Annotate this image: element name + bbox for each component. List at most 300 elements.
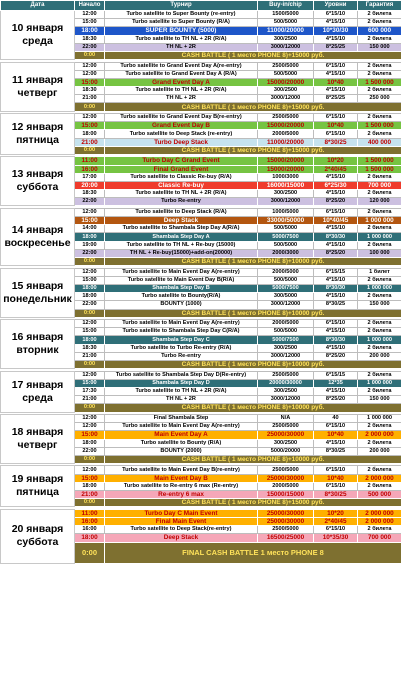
buyin: 1000/3000	[258, 173, 314, 181]
buyin: 500/5000	[258, 276, 314, 284]
tournament-name: TH NL + 2R	[105, 396, 258, 404]
guarantee: 2 билета	[358, 19, 401, 27]
tournament-row	[1, 466, 401, 474]
start-time: 15:00	[75, 217, 105, 225]
tournament-name: Turbo satellite to Grand Event Day A(re-entry)	[105, 62, 258, 70]
tournament-name: Shambala Step Day D	[105, 379, 258, 387]
day-date: 17 января среда	[1, 371, 75, 412]
buyin: 2500/5000	[258, 466, 314, 474]
tournament-name: Turbo satellite to TH NL + 2R (R/A)	[105, 87, 258, 95]
levels: 10*35/30	[314, 534, 358, 542]
start-time: 12:00	[75, 114, 105, 122]
start-time: 11:00	[75, 509, 105, 517]
buyin: 5000/7500	[258, 284, 314, 292]
header-tournament: Турнир	[105, 1, 258, 11]
guarantee: 1 500 000	[358, 165, 401, 173]
buyin: 2000/5000	[258, 320, 314, 328]
guarantee: 1 500 000	[358, 157, 401, 165]
cash-battle-title: CASH BATTLE ( 1 место PHONE 8)+10000 руб.	[105, 258, 401, 266]
buyin: 11000/20000	[258, 27, 314, 35]
buyin: 33000/50000	[258, 217, 314, 225]
guarantee: 2 билета	[358, 190, 401, 198]
tournament-row	[1, 208, 401, 216]
guarantee: 2 билета	[358, 130, 401, 138]
tournament-row	[1, 268, 401, 276]
start-time: 15:00	[75, 431, 105, 439]
buyin: 2000/5000	[258, 130, 314, 138]
tournament-name: Main Event Day B	[105, 474, 258, 482]
buyin: 300/2500	[258, 190, 314, 198]
start-time: 21:00	[75, 396, 105, 404]
header-levels: Уровни	[314, 1, 358, 11]
start-time: 15:00	[75, 379, 105, 387]
levels: 8*25/20	[314, 396, 358, 404]
tournament-name: Turbo satellite to Bounty (R/A)	[105, 439, 258, 447]
tournament-name: SUPER BOUNTY (5000)	[105, 27, 258, 35]
tournament-row	[1, 62, 401, 70]
tournament-name: Turbo Re-entry	[105, 352, 258, 360]
buyin: 500/5000	[258, 225, 314, 233]
start-time: 21:00	[75, 95, 105, 103]
tournament-name: Turbo Re-entry	[105, 198, 258, 206]
guarantee: 2 000 000	[358, 431, 401, 439]
buyin: 500/5000	[258, 19, 314, 27]
guarantee: 700 000	[358, 534, 401, 542]
levels: 10*20	[314, 157, 358, 165]
start-time: 19:00	[75, 241, 105, 249]
start-time: 18:30	[75, 87, 105, 95]
buyin: 15000/15000	[258, 491, 314, 499]
levels: 8*25/25	[314, 43, 358, 51]
start-time: 18:00	[75, 293, 105, 301]
tournament-name: Turbo satellite to Deep Stack (re-entry)	[105, 130, 258, 138]
guarantee: 2 билета	[358, 114, 401, 122]
levels: 8*25/25	[314, 95, 358, 103]
levels: 4*15/10	[314, 387, 358, 395]
tournament-name: Turbo satellite to Shambala Step Day D(Re-entry)	[105, 371, 258, 379]
start-time: 0:00	[75, 404, 105, 412]
tournament-name: Final Main Event	[105, 517, 258, 525]
start-time: 21:00	[75, 352, 105, 360]
guarantee: 2 билета	[358, 62, 401, 70]
day-date: 12 января пятница	[1, 114, 75, 155]
levels: 8*25/20	[314, 249, 358, 257]
guarantee: 2 билета	[358, 387, 401, 395]
start-time: 0:00	[75, 146, 105, 154]
guarantee: 1 000 000	[358, 414, 401, 422]
guarantee: 1 000 000	[358, 379, 401, 387]
header-start: Начало	[75, 1, 105, 11]
buyin: 15000/20000	[258, 78, 314, 86]
header-buyin: Buy-in/chip	[258, 1, 314, 11]
levels: 10*40/45	[314, 217, 358, 225]
levels: 8*30/25	[314, 301, 358, 309]
start-time: 12:00	[75, 466, 105, 474]
start-time: 15:00	[75, 276, 105, 284]
start-time: 18:30	[75, 190, 105, 198]
tournament-name: BOUNTY (1000)	[105, 301, 258, 309]
guarantee: 2 билета	[358, 328, 401, 336]
guarantee: 1 500 000	[358, 122, 401, 130]
levels: 8*30/25	[314, 491, 358, 499]
guarantee: 2 билета	[358, 225, 401, 233]
guarantee: 1 500 000	[358, 78, 401, 86]
start-time: 12:00	[75, 414, 105, 422]
start-time: 18:00	[75, 27, 105, 35]
tournament-name: Turbo Day C Grand Event	[105, 157, 258, 165]
guarantee: 150 000	[358, 396, 401, 404]
levels: 10*40	[314, 122, 358, 130]
buyin: 500/5000	[258, 328, 314, 336]
cash-battle-title: CASH BATTLE ( 1 место PHONE 8)+10000 руб.	[105, 361, 401, 369]
start-time: 18:00	[75, 534, 105, 542]
levels: 8*30/30	[314, 233, 358, 241]
tournament-row	[1, 509, 401, 517]
guarantee: 600 000	[358, 27, 401, 35]
start-time: 12:00	[75, 70, 105, 78]
tournament-name: Turbo satellite to Main Event Day A(re-entry)	[105, 268, 258, 276]
start-time: 18:30	[75, 344, 105, 352]
levels: 4*15/10	[314, 19, 358, 27]
guarantee: 1 000 000	[358, 336, 401, 344]
buyin: 2500/5000	[258, 114, 314, 122]
buyin: 3000/12000	[258, 95, 314, 103]
buyin: 3000/12000	[258, 396, 314, 404]
guarantee: 1 000 000	[358, 284, 401, 292]
buyin: 25000/30000	[258, 431, 314, 439]
tournament-name: Turbo satellite to Super Bounty (re-entry)	[105, 11, 258, 19]
buyin: 300/2500	[258, 35, 314, 43]
start-time: 15:00	[75, 19, 105, 27]
levels: 10*20	[314, 509, 358, 517]
buyin: 5000/7500	[258, 336, 314, 344]
tournament-name: Turbo satellite to Main Event Day A(re-entry)	[105, 320, 258, 328]
start-time: 0:00	[75, 542, 105, 563]
start-time: 12:00	[75, 423, 105, 431]
guarantee: 2 билета	[358, 371, 401, 379]
tournament-name: Turbo Deep Stack	[105, 138, 258, 146]
levels: 6*15/15	[314, 268, 358, 276]
start-time: 0:00	[75, 103, 105, 111]
guarantee: 2 000 000	[358, 509, 401, 517]
levels: 8*30/25	[314, 447, 358, 455]
tournament-name: Turbo satellite to Main Event Day B(re-entry)	[105, 466, 258, 474]
day-date: 19 января пятница	[1, 466, 75, 507]
tournament-name: Final Shambala Step	[105, 414, 258, 422]
tournament-name: Deep Stack	[105, 534, 258, 542]
guarantee: 250 000	[358, 95, 401, 103]
tournament-name: Shambala Step Day B	[105, 284, 258, 292]
tournament-name: Shambala Step Day A	[105, 233, 258, 241]
buyin: 5000/20000	[258, 447, 314, 455]
start-time: 15:00	[75, 122, 105, 130]
guarantee: 2 билета	[358, 11, 401, 19]
levels: 6*15/10	[314, 114, 358, 122]
levels: 6*15/10	[314, 208, 358, 216]
guarantee: 200 000	[358, 447, 401, 455]
buyin: 300/2500	[258, 439, 314, 447]
start-time: 22:00	[75, 249, 105, 257]
levels: 6*15/10	[314, 130, 358, 138]
buyin: 1000/5000	[258, 208, 314, 216]
start-time: 0:00	[75, 309, 105, 317]
start-time: 18:00	[75, 233, 105, 241]
guarantee: 2 билета	[358, 526, 401, 534]
tournament-name: Turbo satellite to Grand Event Day A (R/A)	[105, 70, 258, 78]
guarantee: 2 билета	[358, 293, 401, 301]
guarantee: 700 000	[358, 181, 401, 189]
guarantee: 2 билета	[358, 276, 401, 284]
start-time: 12:00	[75, 11, 105, 19]
start-time: 0:00	[75, 51, 105, 59]
tournament-name: Re-entry 6 max	[105, 491, 258, 499]
levels: 4*15/10	[314, 87, 358, 95]
tournament-name: Turbo satellite to TH NL + 2R (R/A)	[105, 190, 258, 198]
cash-battle-title: CASH BATTLE ( 1 место PHONE 8)+15000 руб.	[105, 499, 401, 507]
tournament-row	[1, 114, 401, 122]
guarantee: 1 000 000	[358, 217, 401, 225]
levels: 8*25/20	[314, 352, 358, 360]
guarantee: 2 билета	[358, 70, 401, 78]
schedule-body	[1, 11, 401, 564]
buyin: 300/2500	[258, 344, 314, 352]
start-time: 20:00	[75, 181, 105, 189]
cash-battle-title: CASH BATTLE ( 1 место PHONE 8)+10000 руб.	[105, 455, 401, 463]
tournament-name: Turbo satellite to Shambala Step Day A(R/A)	[105, 225, 258, 233]
levels: 4*15/10	[314, 35, 358, 43]
levels: 4*15/10	[314, 439, 358, 447]
start-time: 15:00	[75, 474, 105, 482]
guarantee: 2 000 000	[358, 474, 401, 482]
levels: 4*15/10	[314, 344, 358, 352]
guarantee: 200 000	[358, 352, 401, 360]
day-date: 11 января четверг	[1, 62, 75, 111]
day-date: 18 января четверг	[1, 414, 75, 463]
start-time: 18:00	[75, 482, 105, 490]
guarantee: 2 билета	[358, 208, 401, 216]
start-time: 12:00	[75, 208, 105, 216]
tournament-name: Grand Event Day A	[105, 78, 258, 86]
levels: 10*40	[314, 431, 358, 439]
buyin: N/A	[258, 414, 314, 422]
start-time: 16:00	[75, 165, 105, 173]
cash-battle-title: CASH BATTLE ( 1 место PHONE 8)+15000 руб.	[105, 103, 401, 111]
levels: 6*15/10	[314, 482, 358, 490]
guarantee: 100 000	[358, 249, 401, 257]
guarantee: 150 000	[358, 301, 401, 309]
tournament-name: Turbo satellite to Grand Event Day B(re-entry)	[105, 114, 258, 122]
start-time: 12:00	[75, 320, 105, 328]
buyin: 300/2500	[258, 87, 314, 95]
levels: 2*40/45	[314, 517, 358, 525]
levels: 4*15/10	[314, 173, 358, 181]
day-date: 20 января суббота	[1, 509, 75, 563]
guarantee: 2 билета	[358, 423, 401, 431]
buyin: 300/2500	[258, 387, 314, 395]
buyin: 500/5000	[258, 241, 314, 249]
guarantee: 1 000 000	[358, 233, 401, 241]
tournament-name: Turbo satellite to Bounty(R/A)	[105, 293, 258, 301]
start-time: 0:00	[75, 361, 105, 369]
guarantee: 2 билета	[358, 344, 401, 352]
buyin: 500/5000	[258, 70, 314, 78]
guarantee: 2 билета	[358, 241, 401, 249]
guarantee: 2 билета	[358, 482, 401, 490]
buyin: 3000/12000	[258, 352, 314, 360]
tournament-name: TH NL + 2R	[105, 95, 258, 103]
guarantee: 500 000	[358, 491, 401, 499]
day-date: 10 января среда	[1, 11, 75, 60]
levels: 6*15/15	[314, 371, 358, 379]
guarantee: 2 билета	[358, 173, 401, 181]
levels: 8*30/25	[314, 138, 358, 146]
start-time: 0:00	[75, 499, 105, 507]
levels: 4*15/10	[314, 70, 358, 78]
tournament-row	[1, 371, 401, 379]
buyin: 300/5000	[258, 293, 314, 301]
buyin: 2500/5000	[258, 423, 314, 431]
buyin: 1500/5000	[258, 11, 314, 19]
tournament-name: Turbo Day C Main Event	[105, 509, 258, 517]
tournament-name: Deep Stack	[105, 217, 258, 225]
levels: 8*30/30	[314, 284, 358, 292]
levels: 6*15/10	[314, 526, 358, 534]
start-time: 12:00	[75, 371, 105, 379]
levels: 6*15/10	[314, 11, 358, 19]
cash-battle-title: CASH BATTLE ( 1 место PHONE 8)+10000 руб.	[105, 309, 401, 317]
start-time: 22:00	[75, 198, 105, 206]
levels: 6*15/10	[314, 320, 358, 328]
tournament-name: TH NL + 2R	[105, 43, 258, 51]
tournament-name: Turbo satellite to Classic Re-buy (R/A)	[105, 173, 258, 181]
buyin: 2500/5000	[258, 62, 314, 70]
buyin: 3000/12000	[258, 301, 314, 309]
guarantee: 2 000 000	[358, 517, 401, 525]
levels: 6*15/10	[314, 423, 358, 431]
start-time: 16:00	[75, 517, 105, 525]
guarantee: 2 билета	[358, 35, 401, 43]
buyin: 3000/12000	[258, 43, 314, 51]
start-time: 18:30	[75, 35, 105, 43]
start-time: 22:00	[75, 447, 105, 455]
day-date: 15 января понедельник	[1, 268, 75, 317]
guarantee: 400 000	[358, 138, 401, 146]
levels: 4*15/10	[314, 328, 358, 336]
levels: 4*15/10	[314, 190, 358, 198]
start-time: 17:00	[75, 173, 105, 181]
buyin: 25000/30000	[258, 517, 314, 525]
tournament-row	[1, 414, 401, 422]
start-time: 21:00	[75, 491, 105, 499]
tournament-row	[1, 11, 401, 19]
buyin: 15000/20000	[258, 165, 314, 173]
buyin: 15000/20000	[258, 122, 314, 130]
cash-battle-title: CASH BATTLE ( 1 место PHONE 8)+10000 руб.	[105, 404, 401, 412]
guarantee: 2 билета	[358, 87, 401, 95]
start-time: 16:00	[75, 526, 105, 534]
levels: 2*40/45	[314, 165, 358, 173]
start-time: 12:00	[75, 268, 105, 276]
buyin: 2000/5000	[258, 268, 314, 276]
levels: 40	[314, 414, 358, 422]
tournament-name: Turbo satellite to TH NL + 2R (R/A)	[105, 387, 258, 395]
tournament-name: Turbo satellite to Re-entry 6 max (Re-entry)	[105, 482, 258, 490]
day-date: 14 января воскресенье	[1, 208, 75, 265]
levels: 6*15/10	[314, 466, 358, 474]
buyin: 16000/15000	[258, 181, 314, 189]
day-date: 13 января суббота	[1, 157, 75, 206]
tournament-name: Turbo satellite to TH NL + 2R (R/A)	[105, 35, 258, 43]
levels: 4*15/10	[314, 293, 358, 301]
tournament-name: Turbo satellite to Deep Stack(re-entry)	[105, 526, 258, 534]
start-time: 22:00	[75, 301, 105, 309]
tournament-name: TH NL + Re-buy(15000)+add-on(20000)	[105, 249, 258, 257]
levels: 8*25/20	[314, 198, 358, 206]
start-time: 18:00	[75, 336, 105, 344]
guarantee: 2 билета	[358, 320, 401, 328]
buyin: 2500/5000	[258, 526, 314, 534]
tournament-name: Turbo satellite to TH NL + Re-buy (15000)	[105, 241, 258, 249]
header-date: Дата	[1, 1, 75, 11]
start-time: 14:00	[75, 225, 105, 233]
start-time: 0:00	[75, 258, 105, 266]
start-time: 18:00	[75, 284, 105, 292]
buyin: 11000/20000	[258, 138, 314, 146]
guarantee: 1 билет	[358, 268, 401, 276]
tournament-name: BOUNTY (2000)	[105, 447, 258, 455]
start-time: 12:00	[75, 62, 105, 70]
buyin: 25000/30000	[258, 474, 314, 482]
levels: 4*15/10	[314, 276, 358, 284]
tournament-name: Turbo satellite to Super Bounty (R/A)	[105, 19, 258, 27]
levels: 6*15/10	[314, 62, 358, 70]
tournament-name: Shambala Step Day C	[105, 336, 258, 344]
tournament-name: Grand Event Day B	[105, 122, 258, 130]
guarantee: 120 000	[358, 198, 401, 206]
guarantee: 150 000	[358, 43, 401, 51]
tournament-name: Classic Re-buy	[105, 181, 258, 189]
buyin: 15000/20000	[258, 157, 314, 165]
start-time: 21:00	[75, 138, 105, 146]
start-time: 0:00	[75, 455, 105, 463]
tournament-row	[1, 320, 401, 328]
levels: 10*30/30	[314, 27, 358, 35]
tournament-row	[1, 157, 401, 165]
buyin: 2500/5000	[258, 371, 314, 379]
levels: 4*15/10	[314, 241, 358, 249]
guarantee: 2 билета	[358, 466, 401, 474]
buyin: 2000/3000	[258, 249, 314, 257]
levels: 4*15/10	[314, 225, 358, 233]
levels: 8*30/30	[314, 336, 358, 344]
buyin: 2000/5000	[258, 482, 314, 490]
buyin: 25000/30000	[258, 509, 314, 517]
tournament-name: Final Grand Event	[105, 165, 258, 173]
buyin: 3000/12000	[258, 198, 314, 206]
header-guarantee: Гарантия	[358, 1, 401, 11]
levels: 10*40	[314, 78, 358, 86]
start-time: 15:00	[75, 78, 105, 86]
guarantee: 2 билета	[358, 439, 401, 447]
tournament-name: Turbo satellite to Deep Stack (R/A)	[105, 208, 258, 216]
start-time: 17:30	[75, 387, 105, 395]
buyin: 16500/25000	[258, 534, 314, 542]
start-time: 22:00	[75, 43, 105, 51]
start-time: 11:00	[75, 157, 105, 165]
tournament-name: Turbo satellite to Main Event Day B(R/A)	[105, 276, 258, 284]
start-time: 18:00	[75, 130, 105, 138]
day-date: 16 января вторник	[1, 320, 75, 369]
